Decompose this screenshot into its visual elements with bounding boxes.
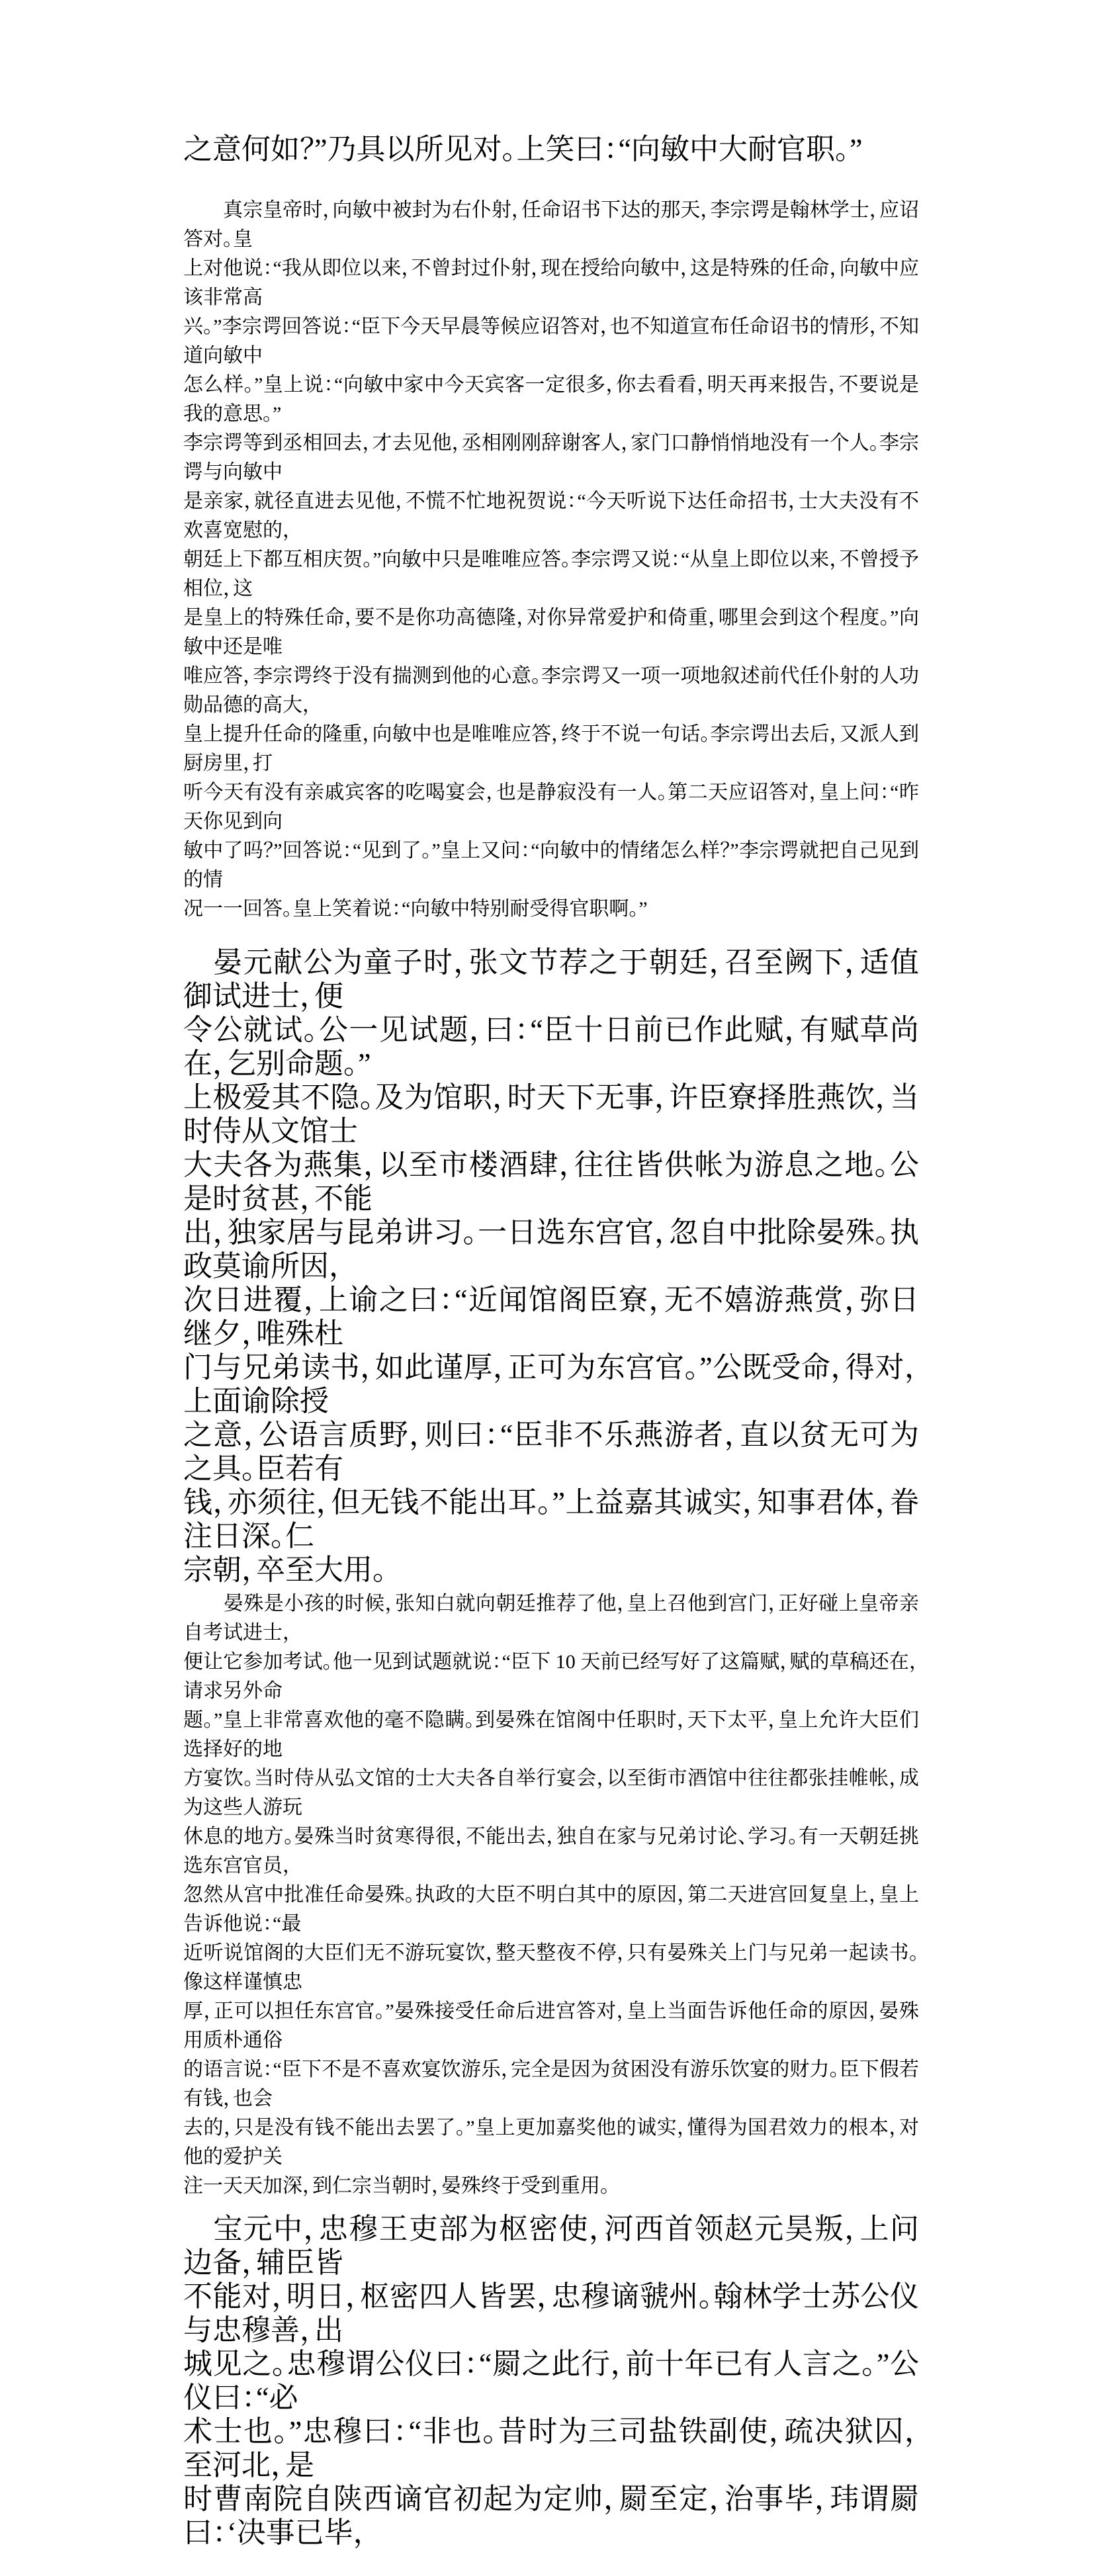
text-line: 近听说馆阁的大臣们无不游玩宴饮，整天整夜不停，只有晏殊关上门与兄弟一起读书。像这样谨慎忠: [183, 1942, 919, 1993]
text-line: 皇上提升任命的隆重，向敏中也是唯唯应答，终于不说一句话。李宗谔出去后，又派人到厨房里，打: [183, 723, 919, 774]
text-line: 题。”皇上非常喜欢他的毫不隐瞒。到晏殊在馆阁中任职时，天下太平，皇上允许大臣们选择好的地: [183, 1709, 919, 1760]
text-line: 况一一回答。皇上笑着说：“向敏中特别耐受得官职啊。”: [183, 898, 648, 920]
paragraph-classical-3: [183, 2212, 919, 2550]
text-line: 宗朝，卒至大用。: [183, 1554, 387, 1586]
text-line: 李宗谔等到丞相回去，才去见他，丞相刚刚辞谢客人，家门口静悄悄地没有一个人。李宗谔与向敏中: [183, 432, 919, 483]
paragraph-classical-2: [183, 946, 919, 1587]
text-line: 方宴饮。当时侍从弘文馆的士大夫各自举行宴会，以至街市酒馆中往往都张挂帷帐，成为这些人游玩: [183, 1767, 919, 1818]
text-line: 术士也。”忠穆曰：“非也。昔时为三司盐铁副使，疏决狱囚，至河北，是: [183, 2415, 919, 2481]
text-line: 门与兄弟读书，如此谨厚，正可为东宫官。”公既受命，得对，上面谕除授: [183, 1351, 919, 1417]
text-line: 大夫各为燕集，以至市楼酒肆，往往皆供帐为游息之地。公是时贫甚，不能: [183, 1149, 919, 1215]
paragraph-classical-1: [183, 132, 919, 166]
text-line: 之意，公语言质野，则曰：“臣非不乐燕游者，直以贫无可为之具。臣若有: [183, 1419, 919, 1485]
text-line: 时曹南院自陕西谪官初起为定帅，罽至定，治事毕，玮谓罽曰：‘决事已毕，: [183, 2483, 919, 2549]
text-line: 晏殊是小孩的时候，张知白就向朝廷推荐了他，皇上召他到宫门，正好碰上皇帝亲自考试进士，: [183, 1593, 919, 1644]
text-line: 上极爱其不隐。及为馆职，时天下无事，许臣寮择胜燕饮，当时侍从文馆士: [183, 1081, 919, 1147]
text-line: 城见之。忠穆谓公仪曰：“罽之此行，前十年已有人言之。”公仪曰：“必: [183, 2348, 919, 2414]
text-line: 出，独家居与昆弟讲习。一日选东宫官，忽自中批除晏殊。执政莫谕所因，: [183, 1216, 919, 1282]
text-line: 上对他说：“我从即位以来，不曾封过仆射，现在授给向敏中，这是特殊的任命，向敏中应该非常高: [183, 257, 919, 308]
text-line: 之意何如？”乃具以所见对。上笑曰：“向敏中大耐官职。”: [183, 133, 863, 165]
text-line: 便让它参加考试。他一见到试题就说：“臣下 10 天前已经写好了这篇赋，赋的草稿还在，请求另外命: [183, 1651, 919, 1702]
text-line: 是亲家，就径直进去见他，不慌不忙地祝贺说：“今天听说下达任命招书，士大夫没有不欢喜宽慰的，: [183, 490, 919, 541]
text-line: 怎么样。”皇上说：“向敏中家中今天宾客一定很多，你去看看，明天再来报告，不要说是我的意思。”: [183, 374, 919, 425]
paragraph-translation-2: [183, 1589, 919, 2201]
text-line: 厚，正可以担任东宫官。”晏殊接受任命后进宫答对，皇上当面告诉他任命的原因，晏殊用质朴通俗: [183, 2000, 919, 2051]
text-line: 注一天天加深，到仁宗当朝时，晏殊终于受到重用。: [183, 2175, 610, 2197]
text-line: 忽然从宫中批准任命晏殊。执政的大臣不明白其中的原因，第二天进宫回复皇上，皇上告诉他说：“最: [183, 1884, 919, 1935]
text-line: 敏中了吗？”回答说：“见到了。”皇上又问：“向敏中的情绪怎么样？”李宗谔就把自己见到的情: [183, 840, 919, 891]
text-line: 兴。”李宗谔回答说：“臣下今天早晨等候应诏答对，也不知道宣布任命诏书的情形，不知道向敏中: [183, 316, 919, 367]
text-line: 不能对，明日，枢密四人皆罢，忠穆谪虢州。翰林学士苏公仪与忠穆善，出: [183, 2280, 919, 2346]
text-line: 钱，亦须往，但无钱不能出耳。”上益嘉其诚实，知事君体，眷注日深。仁: [183, 1486, 919, 1552]
text-line: 朝廷上下都互相庆贺。”向敏中只是唯唯应答。李宗谔又说：“从皇上即位以来，不曾授予相位，这: [183, 549, 919, 600]
text-line: 听今天有没有亲戚宾客的吃喝宴会，也是静寂没有一人。第二天应诏答对，皇上问：“昨天你见到向: [183, 781, 919, 832]
text-line: 是皇上的特殊任命，要不是你功高德隆，对你异常爱护和倚重，哪里会到这个程度。”向敏中还是唯: [183, 607, 919, 658]
text-line: 次日进覆，上谕之曰：“近闻馆阁臣寮，无不嬉游燕赏，弥日继夕，唯殊杜: [183, 1284, 919, 1350]
text-line: 晏元献公为童子时，张文节荐之于朝廷，召至阙下，适值御试进士，便: [183, 946, 919, 1012]
text-line: 唯应答，李宗谔终于没有揣测到他的心意。李宗谔又一项一项地叙述前代任仆射的人功勋品德的高大，: [183, 665, 919, 716]
text-line: 去的，只是没有钱不能出去罢了。”皇上更加嘉奖他的诚实，懂得为国君效力的根本，对他的爱护关: [183, 2117, 919, 2168]
text-line: 宝元中，忠穆王吏部为枢密使，河西首领赵元昊叛，上问边备，辅臣皆: [183, 2213, 919, 2279]
text-line: 的语言说：“臣下不是不喜欢宴饮游乐，完全是因为贫困没有游乐饮宴的财力。臣下假若有钱，也会: [183, 2059, 919, 2110]
text-line: 令公就试。公一见试题，曰：“臣十日前已作此赋，有赋草尚在，乞别命题。”: [183, 1014, 919, 1080]
text-line: 真宗皇帝时，向敏中被封为右仆射，任命诏书下达的那天，李宗谔是翰林学士，应诏答对。皇: [183, 199, 919, 250]
paragraph-translation-1: [183, 196, 919, 924]
text-line: 休息的地方。晏殊当时贫寒得很，不能出去，独自在家与兄弟讨论、学习。有一天朝廷挑选东宫官员，: [183, 1826, 919, 1877]
